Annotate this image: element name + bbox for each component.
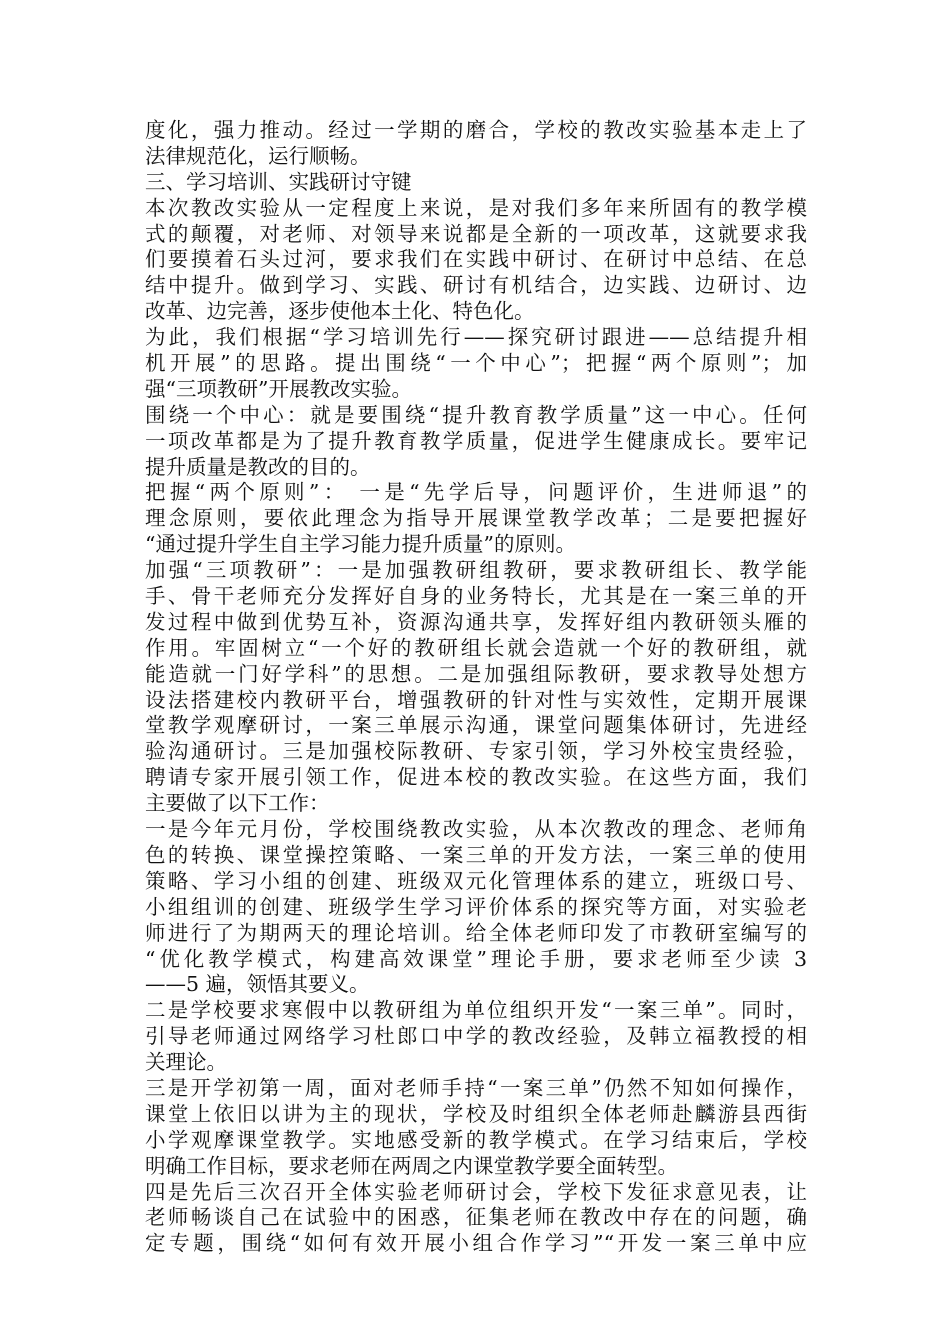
text-line: 为此，我们根据“学习培训先行——探究研讨跟进——总结提升相 — [145, 325, 807, 350]
text-line: 法律规范化，运行顺畅。 — [145, 143, 371, 168]
text-line: 二是学校要求寒假中以教研组为单位组织开发“一案三单”。同时， — [145, 998, 807, 1023]
text-line: 加强“三项教研”：一是加强教研组教研，要求教研组长、教学能 — [145, 558, 807, 583]
text-line: 策略、学习小组的创建、班级双元化管理体系的建立，班级口号、 — [145, 868, 807, 893]
text-line: 一项改革都是为了提升教育教学质量，促进学生健康成长。要牢记 — [145, 428, 807, 453]
text-line: 堂教学观摩研讨，一案三单展示沟通，课堂问题集体研讨，先进经 — [145, 713, 807, 738]
text-line: 定专题，围绕“如何有效开展小组合作学习”“开发一案三单中应 — [145, 1231, 807, 1256]
text-line: 机开展”的思路。提出围绕“一个中心”；把握“两个原则”；加 — [145, 351, 807, 376]
text-line: 本次教改实验从一定程度上来说，是对我们多年来所固有的教学模 — [145, 195, 807, 220]
text-line: 课堂上依旧以讲为主的现状，学校及时组织全体老师赴麟游县西街 — [145, 1101, 807, 1126]
text-line: ——5 遍，领悟其要义。 — [145, 972, 370, 997]
text-line: 色的转换、课堂操控策略、一案三单的开发方法，一案三单的使用 — [145, 842, 807, 867]
text-line: 三是开学初第一周，面对老师手持“一案三单”仍然不知如何操作， — [145, 1075, 807, 1100]
text-line: 把握“两个原则”： 一是“先学后导，问题评价，生进师退”的 — [145, 480, 807, 505]
text-line: 改革、边完善，逐步使他本土化、特色化。 — [145, 299, 535, 324]
text-line: 设法搭建校内教研平台，增强教研的针对性与实效性，定期开展课 — [145, 687, 807, 712]
text-line: 作用。牢固树立“一个好的教研组长就会造就一个好的教研组，就 — [145, 635, 807, 660]
text-line: 结中提升。做到学习、实践、研讨有机结合，边实践、边研讨、边 — [145, 273, 807, 298]
section-heading: 三、学习培训、实践研讨守键 — [145, 169, 412, 194]
text-line: 手、骨干老师充分发挥好自身的业务特长，尤其是在一案三单的开 — [145, 584, 807, 609]
text-line: 关理论。 — [145, 1050, 227, 1075]
text-line: “通过提升学生自主学习能力提升质量”的原则。 — [145, 532, 576, 557]
text-line: 引导老师通过网络学习杜郎口中学的教改经验，及韩立福教授的相 — [145, 1024, 807, 1049]
text-line: 验沟通研讨。三是加强校际教研、专家引领，学习外校宝贵经验， — [145, 739, 807, 764]
text-line: 们要摸着石头过河，要求我们在实践中研讨、在研讨中总结、在总 — [145, 247, 807, 272]
text-line: 小组组训的创建、班级学生学习评价体系的探究等方面，对实验老 — [145, 894, 807, 919]
text-line: 聘请专家开展引领工作，促进本校的教改实验。在这些方面，我们 — [145, 765, 807, 790]
text-line: 强“三项教研”开展教改实验。 — [145, 376, 412, 401]
text-line: 小学观摩课堂教学。实地感受新的教学模式。在学习结束后，学校 — [145, 1127, 807, 1152]
text-line: 老师畅谈自己在试验中的困惑，征集老师在教改中存在的问题，确 — [145, 1205, 807, 1230]
text-line: 四是先后三次召开全体实验老师研讨会，学校下发征求意见表，让 — [145, 1179, 807, 1204]
text-line: 师进行了为期两天的理论培训。给全体老师印发了市教研室编写的 — [145, 920, 807, 945]
text-line: 发过程中做到优势互补，资源沟通共享，发挥好组内教研领头雁的 — [145, 609, 807, 634]
text-line: 理念原则，要依此理念为指导开展课堂教学改革；二是要把握好 — [145, 506, 807, 531]
text-line: 度化，强力推动。经过一学期的磨合，学校的教改实验基本走上了 — [145, 118, 807, 142]
text-line: 能造就一门好学科”的思想。二是加强组际教研，要求教导处想方 — [145, 661, 807, 686]
text-line: 主要做了以下工作： — [145, 791, 330, 816]
text-line: 式的颠覆，对老师、对领导来说都是全新的一项改革，这就要求我 — [145, 221, 807, 246]
text-line: “优化教学模式，构建高效课堂”理论手册，要求老师至少读 3 — [145, 946, 807, 971]
document-body — [145, 118, 807, 1257]
text-line: 一是今年元月份，学校围绕教改实验，从本次教改的理念、老师角 — [145, 817, 807, 842]
text-line: 围绕一个中心：就是要围绕“提升教育教学质量”这一中心。任何 — [145, 402, 807, 427]
text-line: 明确工作目标，要求老师在两周之内课堂教学要全面转型。 — [145, 1153, 678, 1178]
text-line: 提升质量是教改的目的。 — [145, 454, 371, 479]
